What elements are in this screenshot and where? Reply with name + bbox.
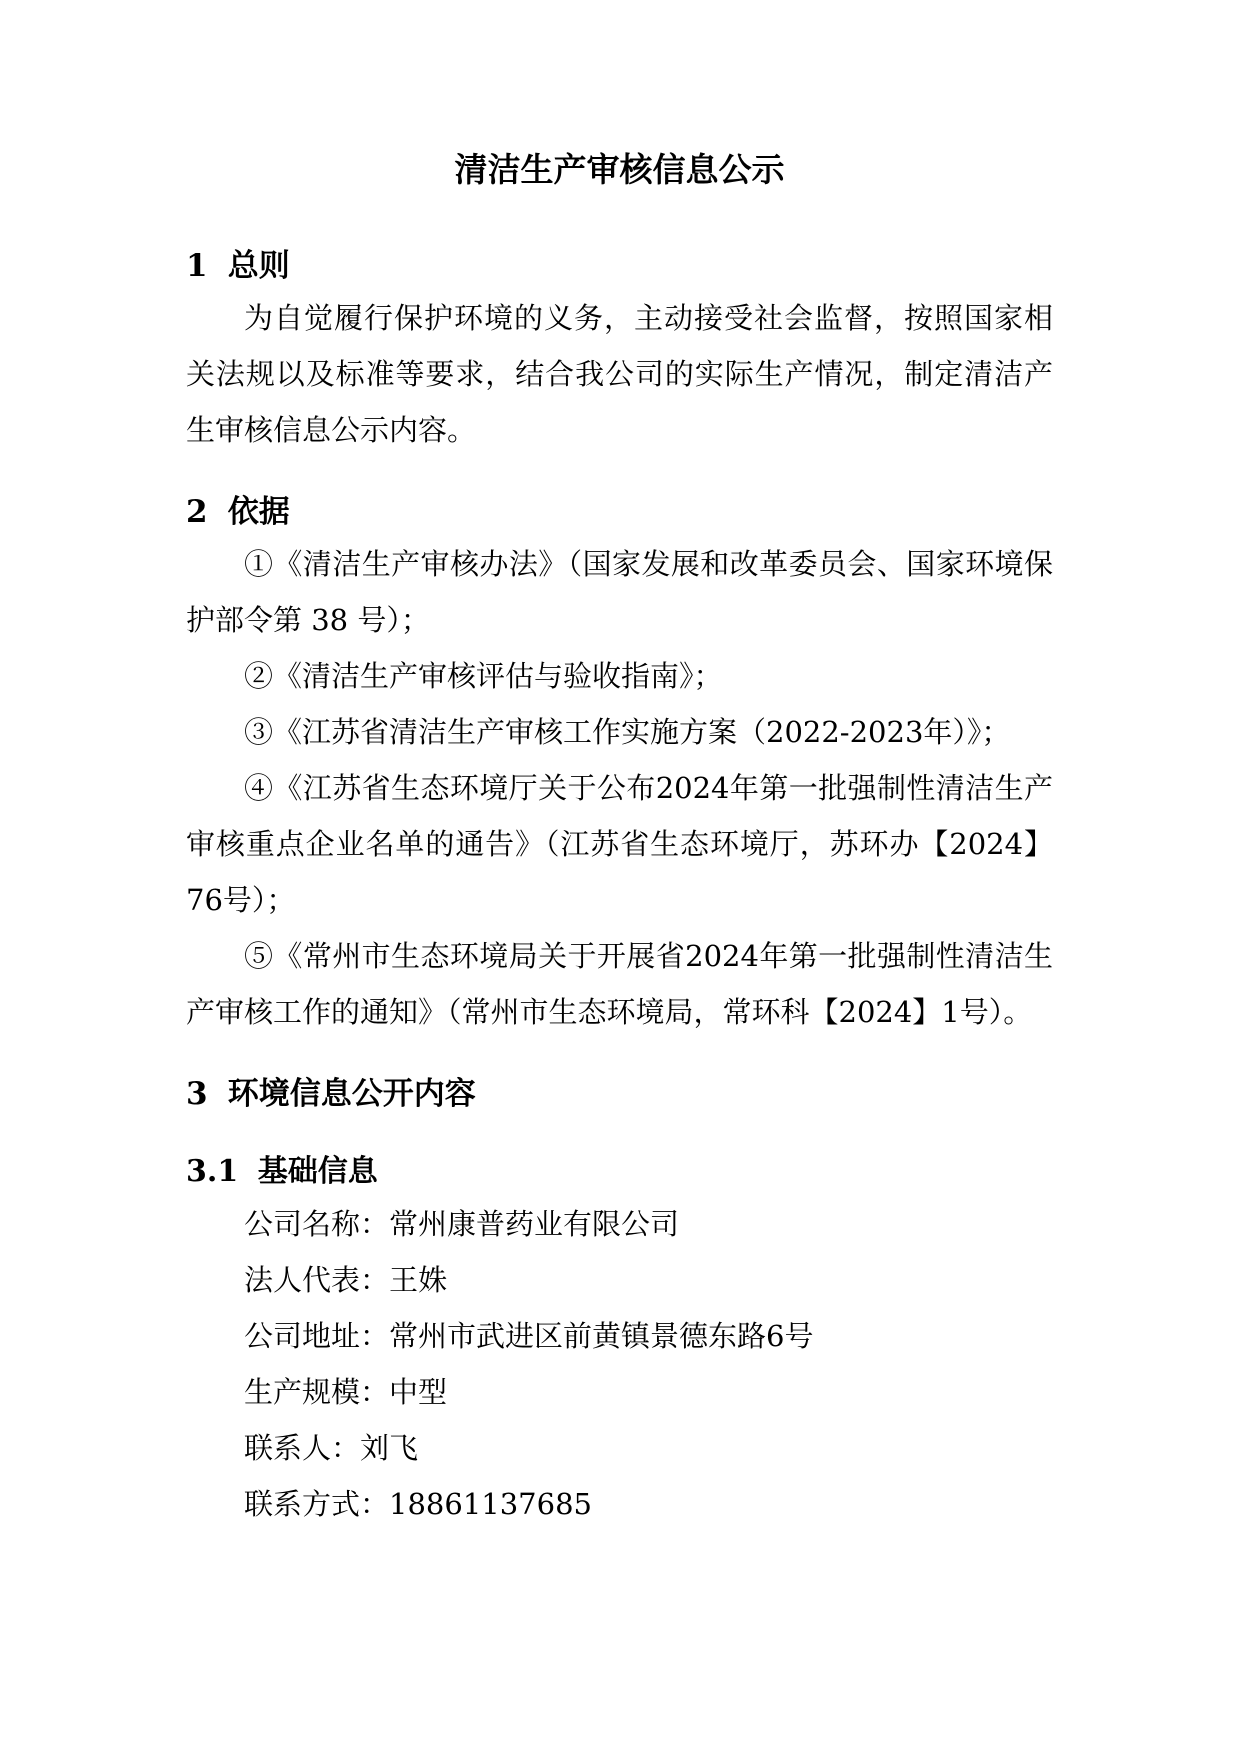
section-1-heading	[186, 242, 1053, 290]
section-2-number: 2	[186, 494, 208, 530]
basis-item-3: ③《江苏省清洁生产审核工作实施方案（2022-2023年）》；	[244, 715, 1011, 749]
field-contact-phone-label: 联系方式：	[244, 1487, 390, 1521]
section-1-number: 1	[186, 248, 208, 284]
field-production-scale	[186, 1364, 1053, 1420]
field-production-scale-value: 中型	[389, 1375, 448, 1409]
basis-item-2: ②《清洁生产审核评估与验收指南》；	[244, 659, 723, 693]
section-1-paragraph: 为自觉履行保护环境的义务，主动接受社会监督，按照国家相关法规以及标准等要求，结合我公司的实际生产情况，制定清洁产生审核信息公示内容。	[186, 301, 1053, 447]
field-contact-person	[186, 1420, 1053, 1476]
section-3-heading	[186, 1070, 1053, 1118]
section-1	[186, 242, 1053, 458]
section-3-title: 环境信息公开内容	[227, 1076, 476, 1112]
field-legal-representative-value: 王姝	[389, 1263, 448, 1297]
section-2-heading	[186, 488, 1053, 536]
field-company-address-label: 公司地址：	[244, 1319, 390, 1353]
section-2-title: 依据	[227, 494, 290, 530]
document-title: 清洁生产审核信息公示	[454, 150, 785, 189]
field-company-name-label: 公司名称：	[244, 1207, 390, 1241]
section-3-1-number: 3.1	[186, 1154, 239, 1189]
field-company-name-value: 常州康普药业有限公司	[389, 1207, 680, 1241]
field-contact-phone-value: 18861137685	[389, 1487, 592, 1521]
section-3	[186, 1070, 1053, 1532]
field-company-name	[186, 1196, 1053, 1252]
section-1-title: 总则	[227, 248, 290, 284]
basis-item-5: ⑤《常州市生态环境局关于开展省2024年第一批强制性清洁生产审核工作的通知》（常州市生态环境局，常环科【2024】1号）。	[186, 939, 1053, 1029]
field-company-address-value: 常州市武进区前黄镇景德东路6号	[389, 1319, 814, 1353]
section-2	[186, 488, 1053, 1040]
section-3-number: 3	[186, 1076, 208, 1112]
section-3-1-title: 基础信息	[257, 1154, 378, 1189]
field-contact-person-label: 联系人：	[244, 1431, 361, 1465]
field-company-address	[186, 1308, 1053, 1364]
basis-item-4: ④《江苏省生态环境厅关于公布2024年第一批强制性清洁生产审核重点企业名单的通告》（江苏省生态环境厅，苏环办【2024】76号）；	[186, 771, 1053, 917]
basis-item-1: ①《清洁生产审核办法》（国家发展和改革委员会、国家环境保护部令第 38 号）；	[186, 547, 1053, 637]
field-contact-person-value: 刘飞	[360, 1431, 419, 1465]
field-legal-representative	[186, 1252, 1053, 1308]
field-contact-phone	[186, 1476, 1053, 1532]
section-3-1-heading	[186, 1148, 1053, 1196]
field-legal-representative-label: 法人代表：	[244, 1263, 390, 1297]
field-production-scale-label: 生产规模：	[244, 1375, 390, 1409]
